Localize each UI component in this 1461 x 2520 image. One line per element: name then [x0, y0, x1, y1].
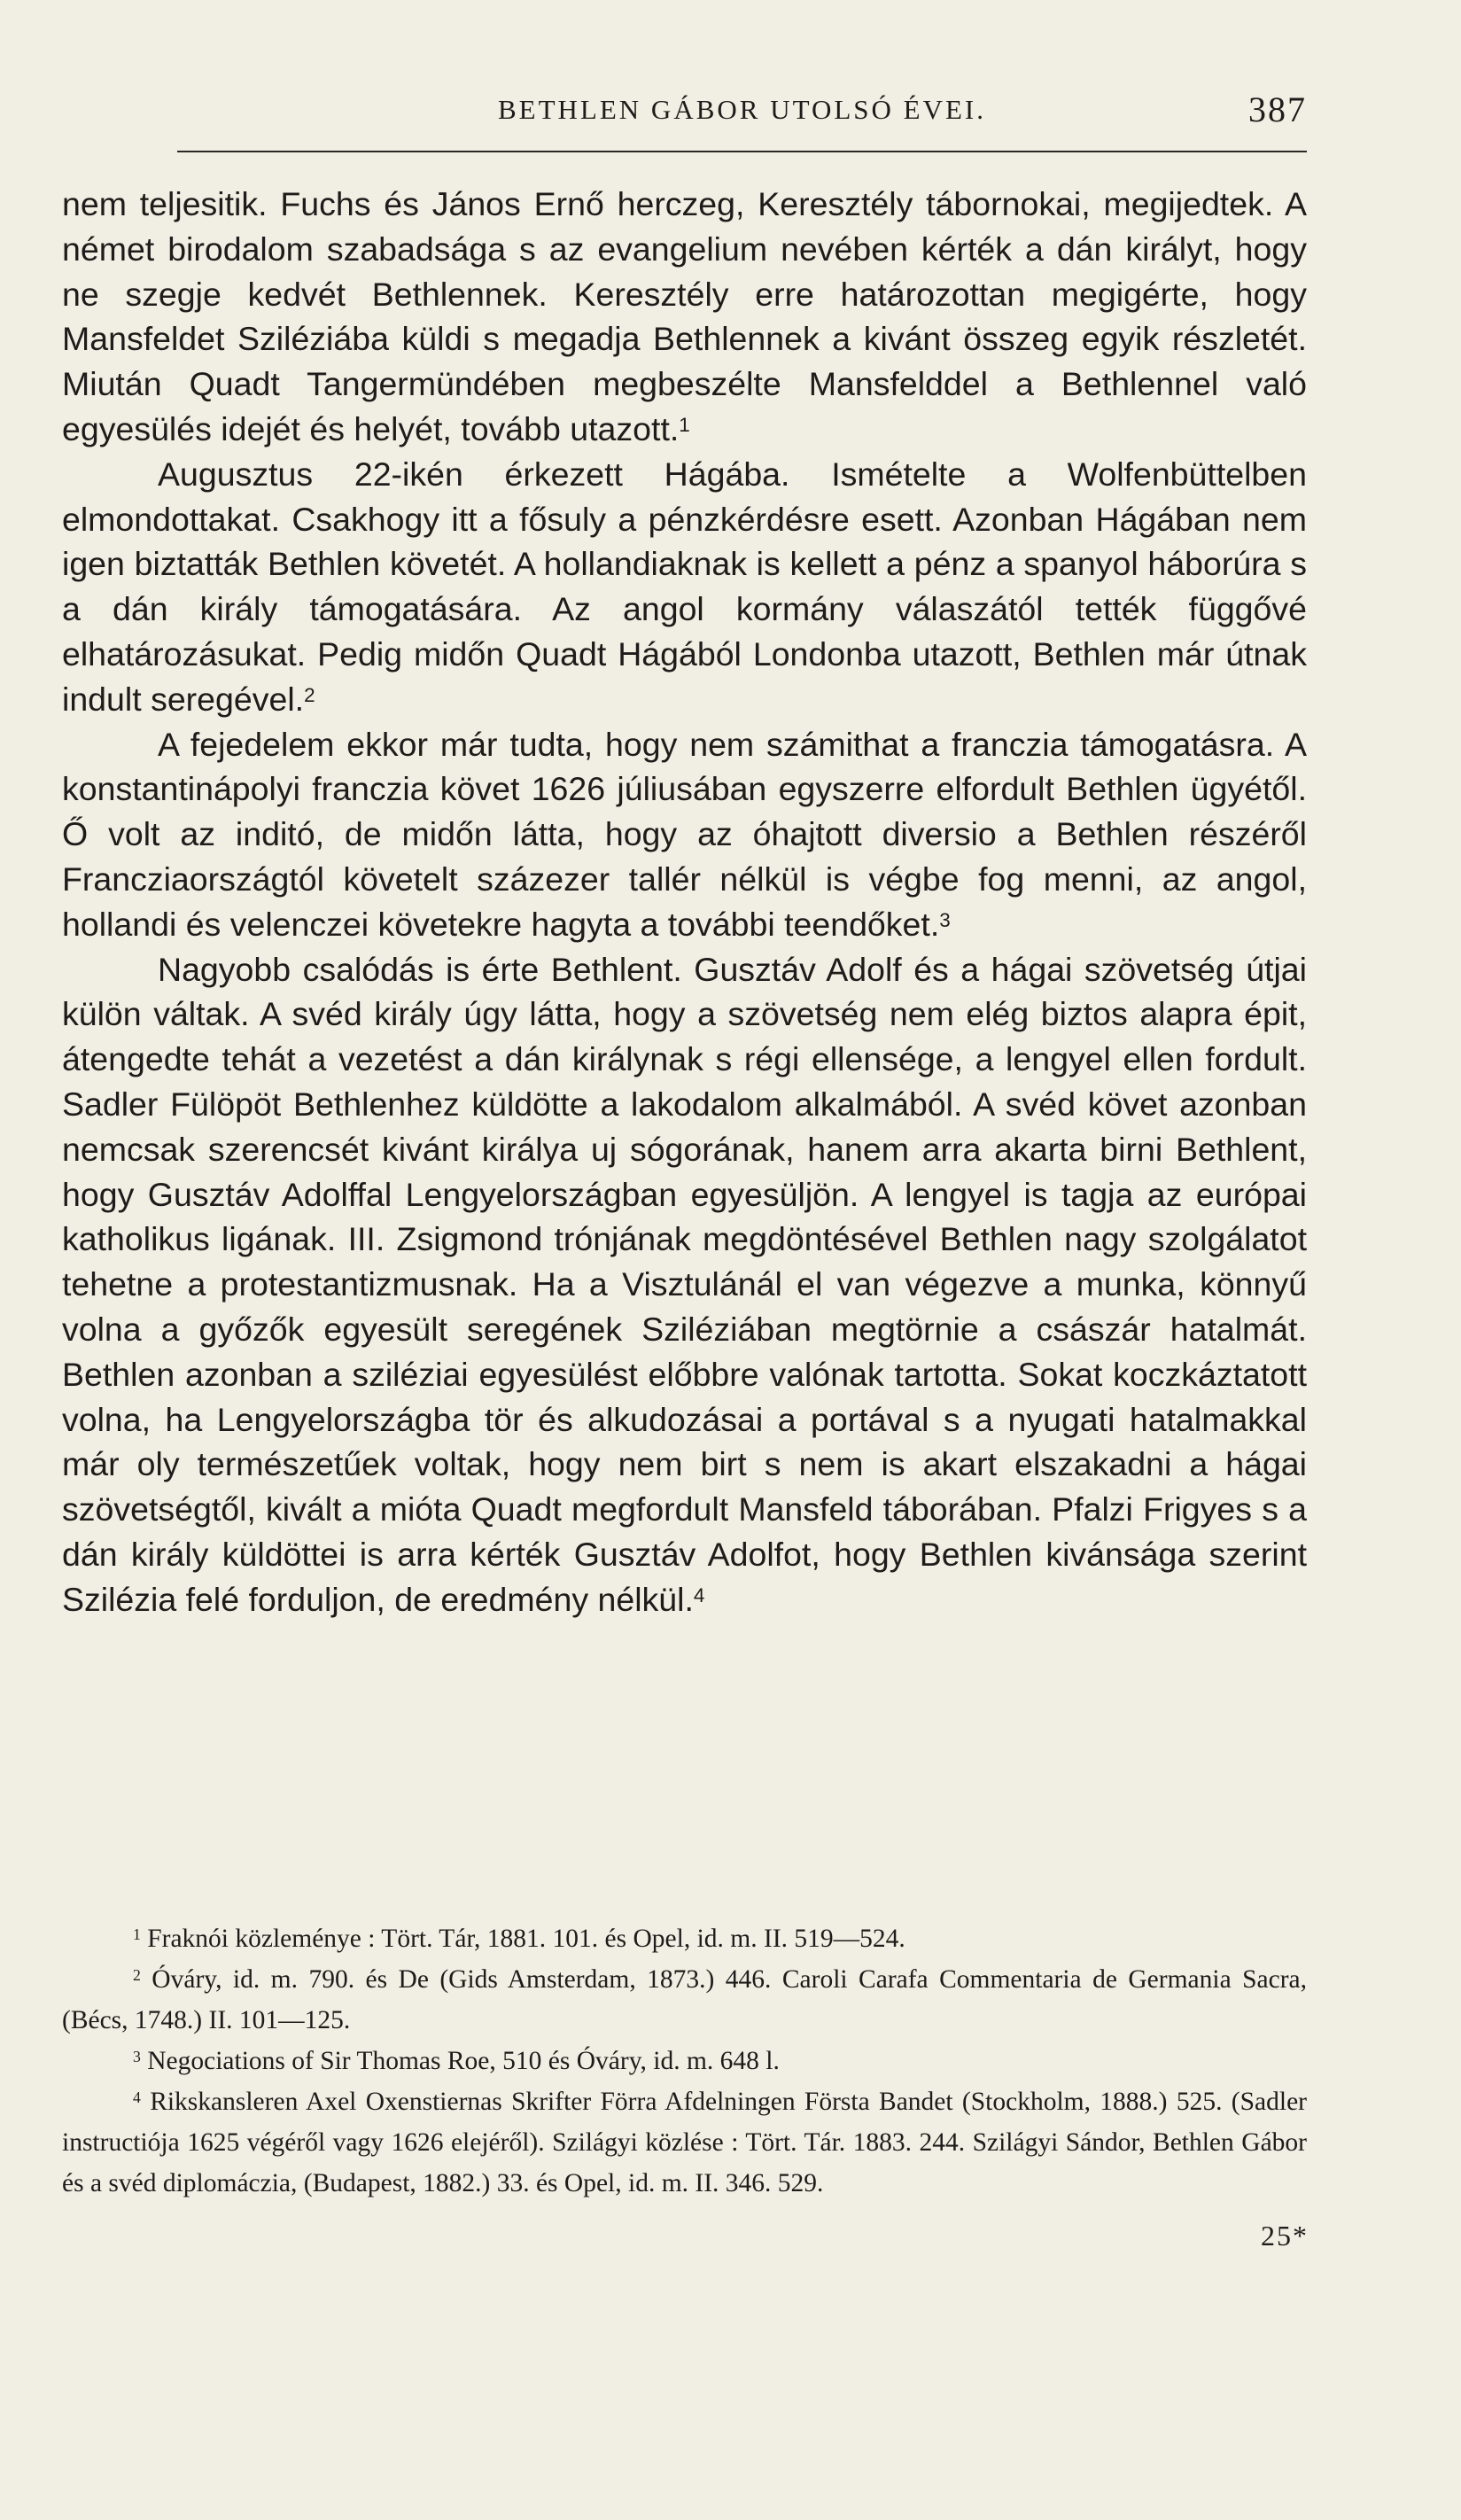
footnote-ref-4: 4 [693, 1583, 705, 1606]
footnote [62, 1959, 1307, 2041]
main-text [62, 182, 1307, 1622]
footnote-text: Óváry, id. m. 790. és De (Gids Amsterdam, 1873.) 446. Caroli Carafa Commentaria de Germania Sacra, (Bécs, 1748.) II. 101—125. [62, 1965, 1307, 2034]
printer-signature: 25* [1261, 2220, 1309, 2252]
running-title: BETHLEN GÁBOR UTOLSÓ ÉVEI. [497, 94, 986, 125]
footnote-mark: 3 [133, 2048, 141, 2066]
paragraph-4-text: Nagyobb csalódás is érte Bethlent. Gusztáv Adolf és a hágai szövetség útjai külön váltak. A svéd király úgy látta, hogy a szövetség nem elég biztos alapra épit, átengedte tehát a vezetést a dán királynak s régi ellensége, a lengyel ellen fordult. Sadler Fülöpöt Bethlenhez küldötte a lakodalom alkalmából. A svéd követ azonban nemcsak szerencsét kivánt királya uj sógorának, hanem arra akarta birni Bethlent, hogy Gusztáv Adolffal Lengyelországban egyesüljön. A lengyel is tagja az európai katholikus ligának. III. Zsigmond trónjának megdöntésével Bethlen nagy szolgálatot tehetne a protestantizmusnak. Ha a Visztulánál el van végezve a munka, könnyű volna a győzők egyesült seregének Sziléziában megtörnie a császár hatalmát. Bethlen azonban a sziléziai egyesülést előbbre valónak tartotta. Sokat koczkáztatott volna, ha Lengyelországba tör és alkudozásai a portával s a nyugati hatalmakkal már oly természetűek voltak, hogy nem birt s nem is akart elszakadni a hágai szövetségtől, kivált a mióta Quadt megfordult Mansfeld táborában. Pfalzi Frigyes s a dán király küldöttei is arra kérték Gusztáv Adolfot, hogy Bethlen kivánsága szerint Szilézia felé forduljon, de eredmény nélkül. [62, 950, 1307, 1618]
paragraph-3-text: A fejedelem ekkor már tudta, hogy nem számithat a franczia támogatásra. A konstantinápolyi franczia követ 1626 júliusában egyszerre elfordult Bethlen ügyétől. Ő volt az inditó, de midőn látta, hogy az óhajtott diversio a Bethlen részéről Francziaországtól követelt százezer tallér nélkül is végbe fog menni, az angol, hollandi és velenczei követekre hagyta a további teendőket. [62, 725, 1307, 943]
footnote-ref-2: 2 [304, 683, 315, 706]
header-rule [177, 151, 1307, 152]
footnote-ref-1: 1 [679, 413, 690, 436]
paragraph-2-text: Augusztus 22-ikén érkezett Hágába. Ismételte a Wolfenbüttelben elmondottakat. Csakhogy itt a fősuly a pénzkérdésre esett. Azonban Hágában nem igen biztatták Bethlen követét. A hollandiaknak is kellett a pénz a spanyol háborúra s a dán király támogatására. Az angol kormány válaszától tették függővé elhatározásukat. Pedig midőn Quadt Hágából Londonba utazott, Bethlen már útnak indult seregével. [62, 455, 1307, 718]
footnote-mark: 4 [133, 2088, 141, 2107]
footnote-ref-3: 3 [939, 908, 951, 931]
footnote-mark: 1 [133, 1925, 141, 1944]
page-number: 387 [1248, 89, 1307, 129]
footnote-text: Rikskansleren Axel Oxenstiernas Skrifter Förra Afdelningen Första Bandet (Stockholm, 1888.) 525. (Sadler instructiója 1625 végéről vagy 1626 elejéről). Szilágyi közlése : Tört. Tár. 1883. 244. Szilágyi Sándor, Bethlen Gábor és a svéd diplomáczia, (Budapest, 1882.) 33. és Opel, id. m. II. 346. 529. [62, 2088, 1307, 2197]
footnotes [62, 1918, 1307, 2204]
footnote [62, 1918, 1307, 1959]
footnote-mark: 2 [133, 1966, 141, 1985]
paragraph-1-text: nem teljesitik. Fuchs és János Ernő herczeg, Keresztély tábornokai, megijedtek. A német birodalom szabadsága s az evangelium nevében kérték a dán királyt, hogy ne szegje kedvét Bethlennek. Keresztély erre határozottan megigérte, hogy Mansfeldet Sziléziába küldi s megadja Bethlennek a kivánt összeg egyik részletét. Miután Quadt Tangermündében megbeszélte Mansfelddel a Bethlennel való egyesülés idejét és helyét, tovább utazott. [62, 185, 1307, 447]
paragraph-2 [62, 452, 1307, 722]
footnote-text: Negociations of Sir Thomas Roe, 510 és Óváry, id. m. 648 l. [147, 2047, 780, 2075]
page-header [177, 89, 1307, 142]
paragraph-4 [62, 947, 1307, 1622]
footnote [62, 2081, 1307, 2204]
footnote-text: Fraknói közleménye : Tört. Tár, 1881. 101. és Opel, id. m. II. 519—524. [147, 1925, 905, 1953]
paragraph-1 [62, 182, 1307, 452]
footnote [62, 2041, 1307, 2081]
paragraph-3 [62, 722, 1307, 947]
